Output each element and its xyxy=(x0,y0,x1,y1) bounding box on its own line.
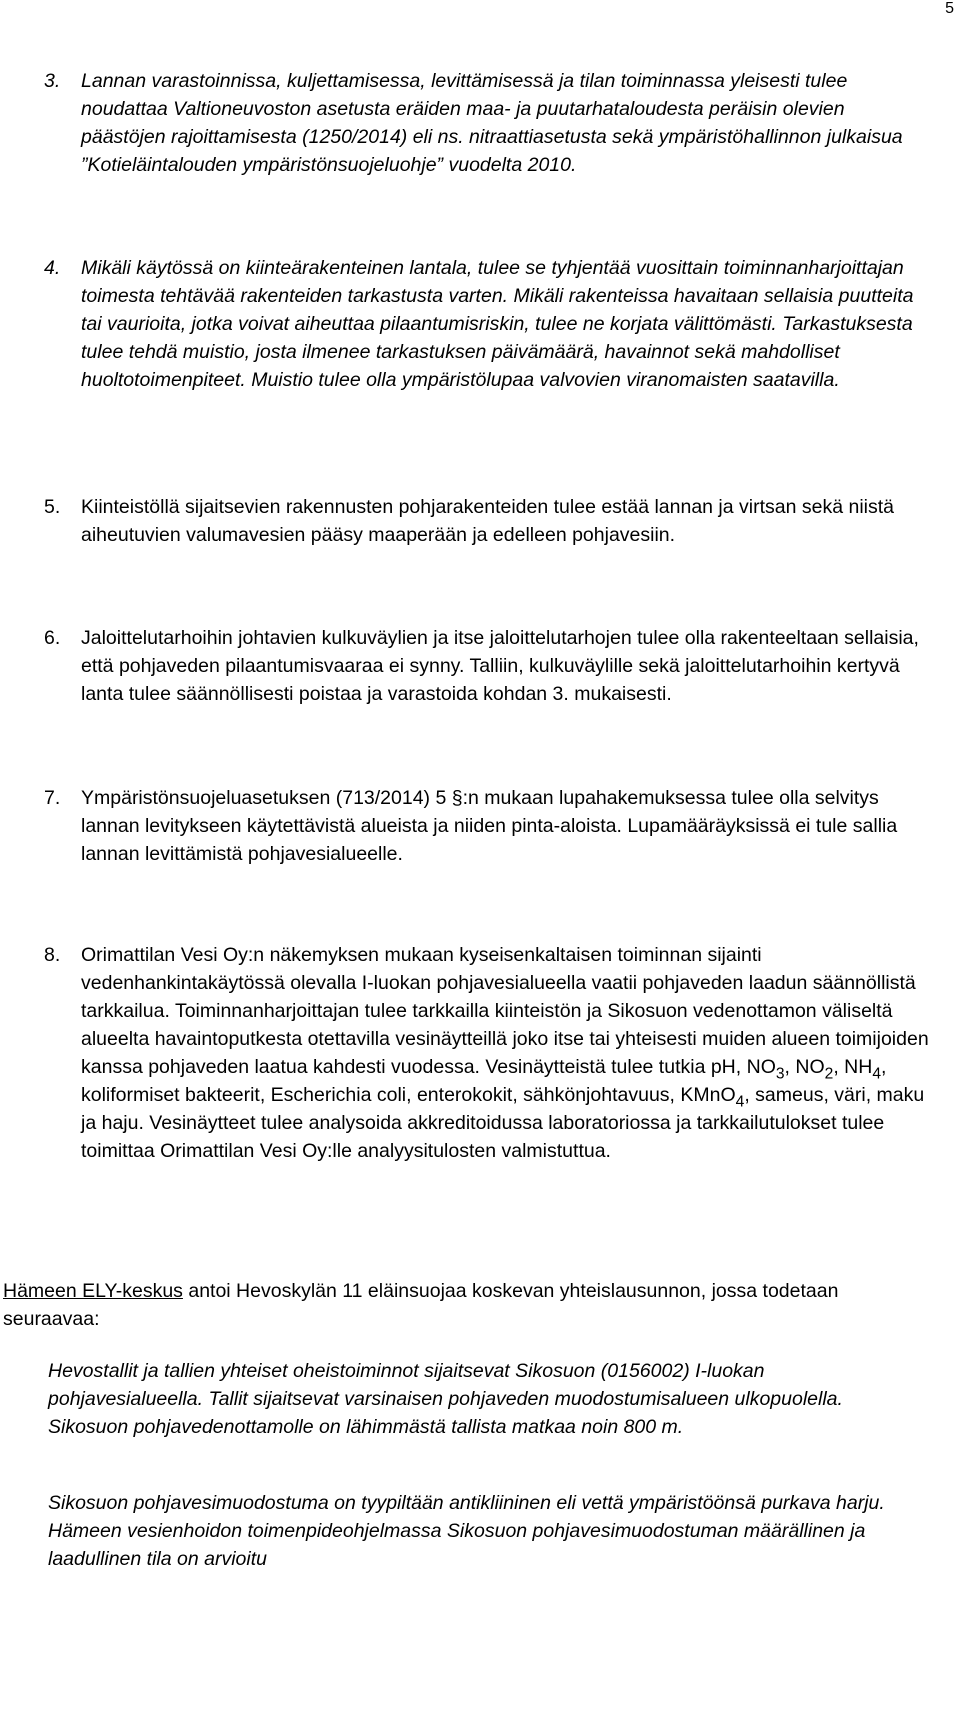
chem-symbol: NO xyxy=(795,1056,825,1078)
page-number: 5 xyxy=(945,0,954,17)
statement-text: antoi Hevoskylän 11 eläinsuojaa koskevan yhteislausunnon, jossa todetaan seuraavaa: xyxy=(3,1280,839,1330)
list-item-number: 8. xyxy=(44,944,61,966)
list-item-number: 5. xyxy=(44,496,61,518)
chem-symbol: NO xyxy=(746,1056,776,1078)
list-item-number: 3. xyxy=(44,70,61,92)
text-segment: , koliformiset bakteerit, Escherichia coli, enterokokit, sähkönjohtavuus, xyxy=(81,1056,887,1106)
list-item-6 xyxy=(44,624,934,708)
chem-subscript: 4 xyxy=(872,1065,882,1083)
list-item-text: Jaloittelutarhoihin johtavien kulkuväylien ja itse jaloittelutarhojen tulee olla rakenteeltaan sellaisia, että pohjaveden pilaantumisvaaraa ei synny. Talliin, kulkuväylille sekä jaloittelutarhoihin kertyvä lanta tulee säännöllisesti poistaa ja varastoida kohdan 3. mukaisesti. xyxy=(81,627,919,705)
statement-paragraph xyxy=(3,1277,903,1333)
list-item-text: Kiinteistöllä sijaitsevien rakennusten pohjarakenteiden tulee estää lannan ja virtsan sekä niistä aiheutuvien valumavesien pääsy maaperään ja edelleen pohjavesiin. xyxy=(81,496,895,546)
chem-symbol: KMnO xyxy=(680,1084,736,1106)
list-item-text xyxy=(81,941,934,1165)
chem-subscript: 2 xyxy=(824,1065,834,1083)
chem-subscript: 3 xyxy=(775,1065,785,1083)
list-item-number: 4. xyxy=(44,257,61,279)
list-item-text: Mikäli käytössä on kiinteärakenteinen lantala, tulee se tyhjentää vuosittain toiminnanharjoittajan toimesta tehtävää rakenteiden tarkastusta varten. Mikäli rakenteissa havaitaan sellaisia puutteita tai vaurioita, jotka voivat aiheuttaa pilaantumisriskin, tulee ne korjata välittömästi. Tarkastuksesta tulee tehdä muistio, josta ilmenee tarkastuksen päivämäärä, havainnot sekä mahdolliset huoltotoimenpiteet. Muistio tulee olla ympäristölupaa valvovien viranomaisten saatavilla. xyxy=(81,257,914,391)
chem-formula xyxy=(746,1056,785,1083)
list-item-text: Ympäristönsuojeluasetuksen (713/2014) 5 §:n mukaan lupahakemuksessa tulee olla selvitys lannan levitykseen käytettävistä alueista ja niiden pinta-aloista. Lupamääräyksissä ei tule sallia lannan levittämistä pohjavesialueelle. xyxy=(81,787,898,865)
chem-formula xyxy=(844,1056,882,1083)
quote-paragraph-1: Hevostallit ja tallien yhteiset oheistoiminnot sijaitsevat Sikosuon (0156002) I-luokan pohjavesialueella. Tallit sijaitsevat varsinaisen pohjaveden muodostumisalueen ulkopuolella. Sikosuon pohjavedenottamolle on lähimmästä tallista matkaa noin 800 m. xyxy=(48,1360,843,1438)
list-item-5 xyxy=(44,493,934,549)
organization-name: Hämeen ELY-keskus xyxy=(3,1280,183,1302)
list-item-8 xyxy=(44,941,934,1165)
separator: , xyxy=(833,1056,845,1078)
chem-subscript: 4 xyxy=(735,1093,745,1111)
list-item-3 xyxy=(44,67,934,179)
list-item-number: 6. xyxy=(44,627,61,649)
quote-paragraph-2: Sikosuon pohjavesimuodostuma on tyypiltään antikliininen eli vettä ympäristöönsä purkava harju. Hämeen vesienhoidon toimenpideohjelmassa Sikosuon pohjavesimuodostuman määrällinen ja laadullinen tila on arvioitu xyxy=(48,1492,885,1570)
chem-formula xyxy=(795,1056,834,1083)
separator: , xyxy=(784,1056,796,1078)
chem-symbol: NH xyxy=(844,1056,873,1078)
text-segment: , sameus, väri, maku ja haju. Vesinäytteet tulee analysoida akkreditoidussa laboratoriossa ja tarkkailutulokset tulee toimittaa Orimattilan Vesi Oy:lle analyysitulosten valmistuttua. xyxy=(81,1084,925,1162)
chem-formula xyxy=(680,1084,745,1111)
list-item-7 xyxy=(44,784,934,868)
text-segment: Orimattilan Vesi Oy:n näkemyksen mukaan kyseisenkaltaisen toiminnan sijainti vedenhankintakäytössä olevalla I-luokan pohjavesialueella vaatii pohjaveden laadun säännöllistä tarkkailua. Toiminnanharjoittajan tulee tarkkailla kiinteistön ja Sikosuon vedenottamon väliseltä alueelta havaintoputkesta otettavilla vesinäytteillä joko itse tai yhteisesti muiden alueen toimijoiden kanssa pohjaveden laatua kahdesti vuodessa. Vesinäytteistä tulee tutkia pH, xyxy=(81,944,929,1078)
list-item-text: Lannan varastoinnissa, kuljettamisessa, levittämisessä ja tilan toiminnassa yleisesti tulee noudattaa Valtioneuvoston asetusta eräiden maa- ja puutarhataloudesta peräisin olevien päästöjen rajoittamisesta (1250/2014) eli ns. nitraattiasetusta sekä ympäristöhallinnon julkaisua ”Kotieläintalouden ympäristönsuojeluohje” vuodelta 2010. xyxy=(81,70,903,176)
list-item-4 xyxy=(44,254,934,394)
list-item-number: 7. xyxy=(44,787,61,809)
